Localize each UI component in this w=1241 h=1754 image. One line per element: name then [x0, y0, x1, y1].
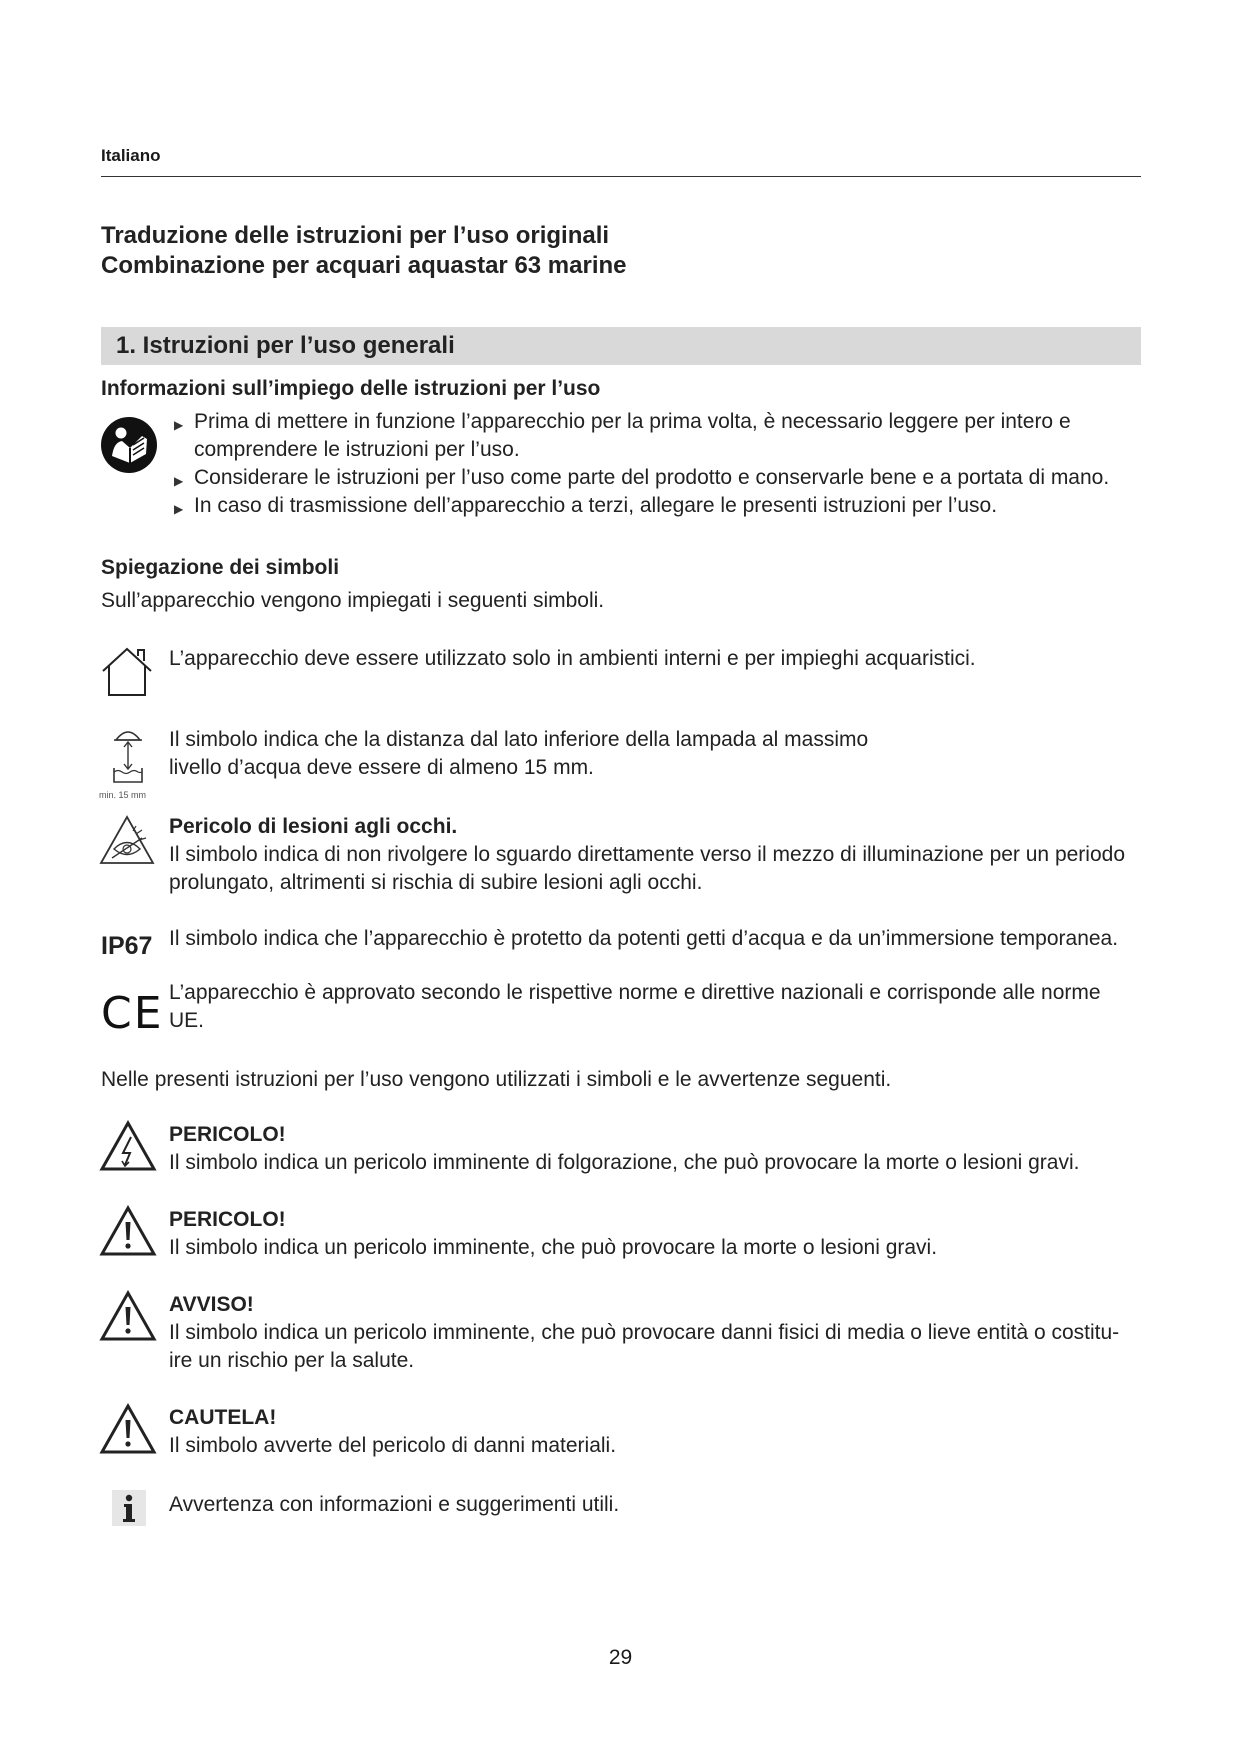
- ce-text-line2: UE.: [169, 1009, 205, 1032]
- warning-block-2: [169, 1206, 1149, 1262]
- warning-title-3: AVVISO!: [169, 1293, 254, 1316]
- symbols-intro: Sull’apparecchio vengono impiegati i seguenti simboli.: [101, 589, 605, 612]
- warning-text-3-line2: ire un rischio per la salute.: [169, 1349, 415, 1372]
- bullet-item-1: [194, 408, 1134, 464]
- eye-text-line2: prolungato, altrimenti si rischia di subire lesioni agli occhi.: [169, 871, 703, 894]
- bullet-item-3: In caso di trasmissione dell’apparecchio a terzi, allegare le presenti istruzioni per l’uso.: [194, 494, 998, 517]
- info-note-text: Avvertenza con informazioni e suggerimenti utili.: [169, 1493, 620, 1516]
- warning-block-1: [169, 1121, 1149, 1177]
- eye-symbol-block: [169, 813, 1149, 897]
- bullet-marker: ▶: [174, 502, 184, 516]
- distance-symbol-text: [169, 726, 1129, 782]
- language-label: Italiano: [101, 146, 161, 165]
- symbols-heading: Spiegazione dei simboli: [101, 556, 340, 579]
- bullet-marker: ▶: [174, 474, 184, 488]
- section-heading: 1. Istruzioni per l’uso generali: [116, 332, 455, 359]
- electric-hazard-icon: [99, 1120, 157, 1172]
- warning-block-3: [169, 1291, 1149, 1375]
- distance-text-line1: Il simbolo indica che la distanza dal lato inferiore della lampada al massimo: [169, 728, 869, 751]
- warning-text-3-line1: Il simbolo indica un pericolo imminente, che può provocare danni fisici di media o lieve entità o costitu-: [169, 1321, 1120, 1344]
- info-heading: Informazioni sull’impiego delle istruzioni per l’uso: [101, 377, 601, 400]
- page-number: 29: [608, 1646, 633, 1669]
- warning-text-1: Il simbolo indica un pericolo imminente di folgorazione, che può provocare la morte o lesioni gravi.: [169, 1151, 1080, 1174]
- min-distance-label: min. 15 mm: [99, 790, 147, 800]
- warning-triangle-icon: [99, 1403, 157, 1455]
- warning-title-2: PERICOLO!: [169, 1208, 286, 1231]
- ip67-symbol-text: Il simbolo indica che l’apparecchio è protetto da potenti getti d’acqua e da un’immersione temporanea.: [169, 927, 1119, 950]
- document-title-line2: Combinazione per acquari aquastar 63 marine: [101, 252, 627, 279]
- ip67-label: IP67: [101, 932, 153, 960]
- distance-text-line2: livello d’acqua deve essere di almeno 15 mm.: [169, 756, 594, 779]
- warning-triangle-icon: [99, 1290, 157, 1342]
- warning-title-1: PERICOLO!: [169, 1123, 286, 1146]
- bullet-item-1-line1: Prima di mettere in funzione l’apparecchio per la prima volta, è necessario leggere per intero e: [194, 410, 1071, 433]
- bullet-marker: ▶: [174, 418, 184, 432]
- eye-symbol-title: Pericolo di lesioni agli occhi.: [169, 815, 458, 838]
- warning-text-4: Il simbolo avverte del pericolo di danni materiali.: [169, 1434, 617, 1457]
- ce-text-line1: L’apparecchio è approvato secondo le rispettive norme e direttive nazionali e corrisponde alle norme: [169, 981, 1101, 1004]
- water-distance-icon: [108, 726, 148, 788]
- info-icon: [112, 1490, 146, 1526]
- ce-mark: CE: [101, 988, 164, 1039]
- bullet-item-1-line2: comprendere le istruzioni per l’uso.: [194, 438, 520, 461]
- indoor-symbol-text: L’apparecchio deve essere utilizzato solo in ambienti interni e per impieghi acquaristici.: [169, 647, 976, 670]
- eye-text-line1: Il simbolo indica di non rivolgere lo sguardo direttamente verso il mezzo di illuminazione per un periodo: [169, 843, 1126, 866]
- indoor-house-icon: [100, 646, 154, 698]
- warnings-intro: Nelle presenti istruzioni per l’uso vengono utilizzati i simboli e le avvertenze seguenti.: [101, 1068, 892, 1091]
- warning-triangle-icon: [99, 1205, 157, 1257]
- bullet-item-2: Considerare le istruzioni per l’uso come parte del prodotto e conservarle bene e a portata di mano.: [194, 466, 1110, 489]
- warning-block-4: [169, 1404, 1149, 1460]
- header-rule: [101, 176, 1141, 177]
- ce-symbol-text: [169, 979, 1149, 1035]
- document-title-line1: Traduzione delle istruzioni per l’uso originali: [101, 222, 610, 249]
- read-manual-icon: [100, 416, 158, 474]
- warning-title-4: CAUTELA!: [169, 1406, 277, 1429]
- eye-hazard-icon: [98, 814, 156, 866]
- warning-text-2: Il simbolo indica un pericolo imminente, che può provocare la morte o lesioni gravi.: [169, 1236, 938, 1259]
